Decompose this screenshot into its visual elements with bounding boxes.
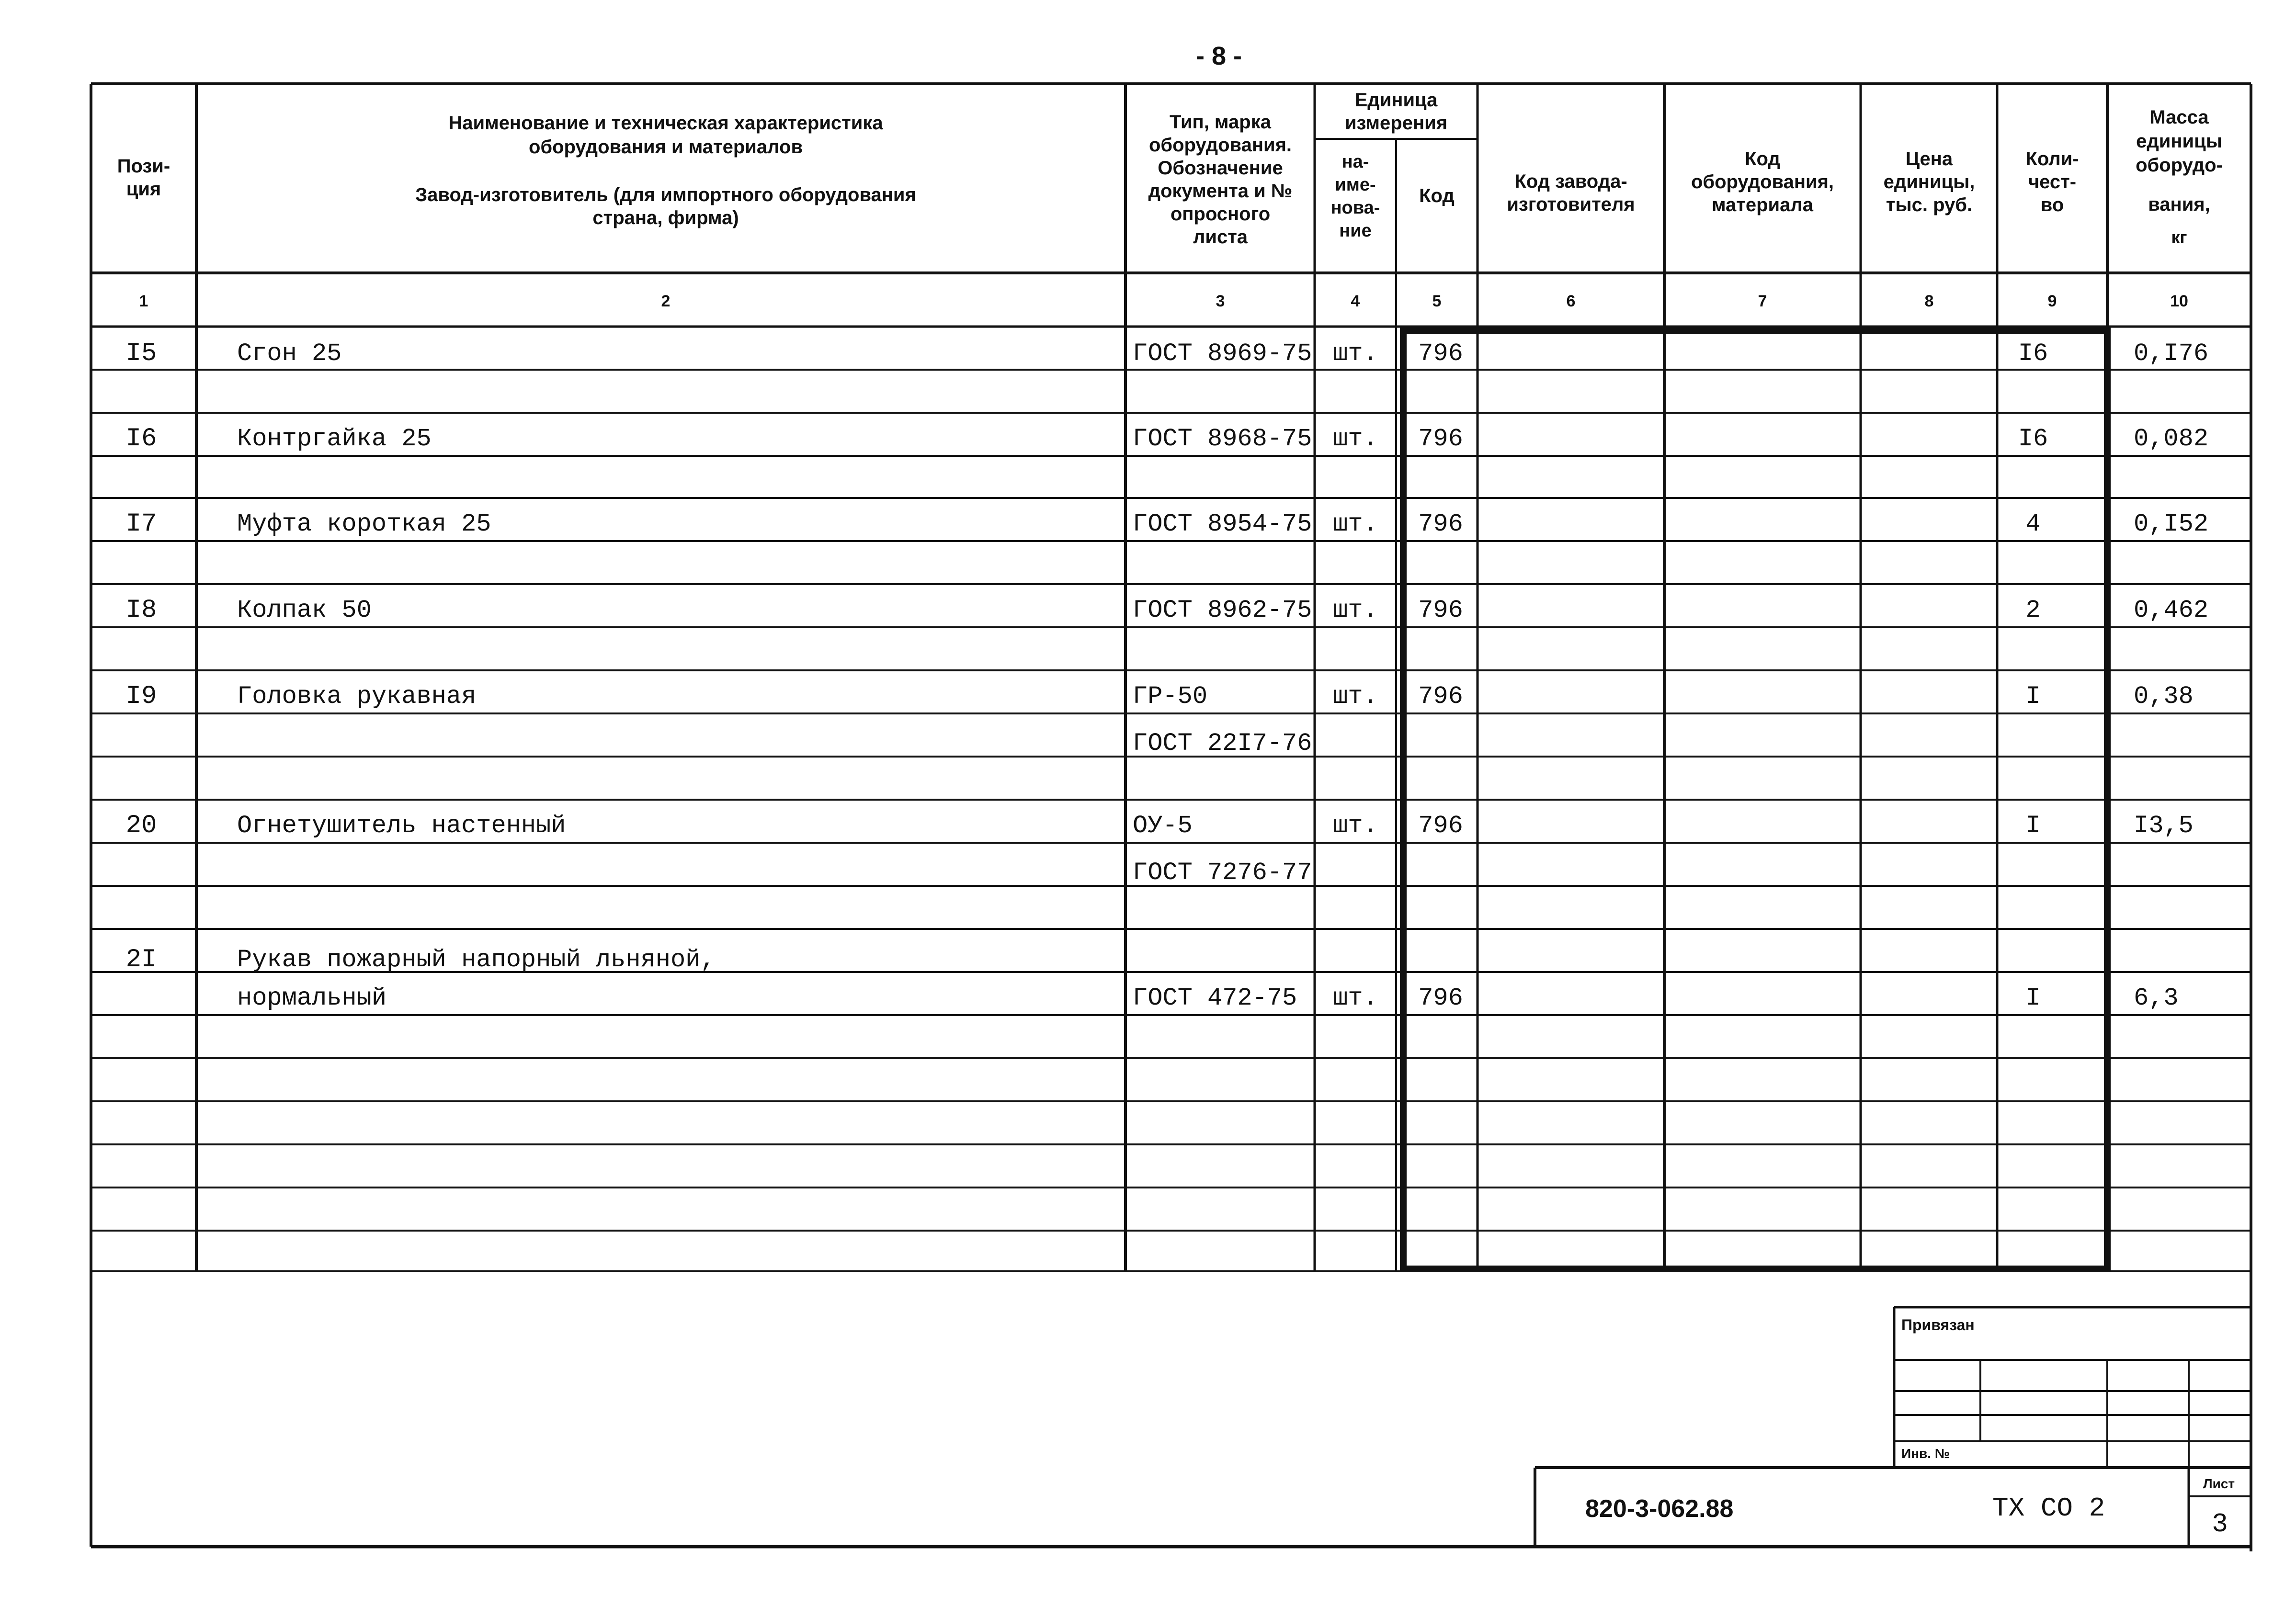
row-type: ГОСТ 8969-75 — [1133, 339, 1312, 368]
header-price-2: единицы, — [1883, 171, 1975, 192]
row-type: ГОСТ 8962-75 — [1133, 596, 1312, 624]
table-row — [126, 811, 2194, 887]
row-name: Головка рукавная — [237, 682, 477, 711]
column-number: 6 — [1566, 292, 1576, 310]
row-unit: шт. — [1333, 984, 1378, 1012]
row-mass: 0,I76 — [2134, 339, 2209, 368]
row-code: 796 — [1418, 596, 1463, 624]
row-name: Рукав пожарный напорный льняной, — [237, 946, 716, 974]
document-code: 820-3-062.88 — [1585, 1495, 1734, 1523]
row-name: Контргайка 25 — [237, 425, 432, 453]
row-unit: шт. — [1333, 682, 1378, 711]
table-row — [126, 945, 2179, 1012]
row-mass: 6,3 — [2134, 984, 2179, 1012]
header-position-1: Пози- — [117, 156, 170, 177]
header-position-2: ция — [126, 179, 161, 200]
row-position: I6 — [125, 424, 157, 453]
row-type: ГР-50 — [1133, 682, 1208, 711]
row-name: Огнетушитель настенный — [237, 812, 566, 840]
column-number: 1 — [139, 292, 148, 310]
header-unitname-3: нова- — [1330, 198, 1380, 218]
header-unit-2: измерения — [1344, 113, 1448, 134]
header-type-3: Обозначение — [1158, 158, 1283, 179]
header-code: Код — [1419, 185, 1455, 206]
column-number: 9 — [2047, 292, 2057, 310]
row-code: 796 — [1418, 510, 1463, 538]
header-name-4: страна, фирма) — [592, 207, 739, 228]
header-name-3: Завод-изготовитель (для импортного оборудования — [415, 184, 916, 205]
row-code: 796 — [1418, 682, 1463, 711]
row-qty: I — [2025, 812, 2041, 840]
header-type-4: документа и № — [1148, 181, 1293, 202]
row-qty: 2 — [2025, 596, 2041, 624]
header-qty-3: во — [2040, 194, 2064, 215]
row-position: I9 — [125, 682, 157, 711]
header-unitname-4: ние — [1339, 221, 1372, 241]
row-position: 2I — [125, 945, 157, 974]
header-factory-2: изготовителя — [1507, 194, 1635, 215]
header-factory-1: Код завода- — [1514, 171, 1627, 192]
row-mass: 0,I52 — [2134, 510, 2209, 538]
row-type-standard: ГОСТ 7276-77 — [1133, 859, 1312, 887]
header-type-6: листа — [1193, 226, 1248, 248]
row-mass: I3,5 — [2134, 812, 2194, 840]
header-type-5: опросного — [1170, 204, 1271, 225]
row-type-standard: ГОСТ 22I7-76 — [1133, 729, 1312, 758]
row-mass: 0,082 — [2134, 425, 2209, 453]
row-type: ГОСТ 8954-75 — [1133, 510, 1312, 538]
column-number: 2 — [661, 292, 671, 310]
row-mass: 0,38 — [2134, 682, 2194, 711]
header-qty-2: чест- — [2028, 171, 2077, 192]
header-unitname-1: на- — [1341, 152, 1369, 172]
row-type: ГОСТ 8968-75 — [1133, 425, 1312, 453]
header-name-1: Наименование и техническая характеристика — [448, 113, 883, 134]
table-header — [117, 90, 2223, 248]
row-unit: шт. — [1333, 510, 1378, 538]
row-type: ОУ-5 — [1133, 812, 1193, 840]
row-lines — [91, 370, 2251, 1231]
column-lines — [196, 84, 2107, 1271]
row-code: 796 — [1418, 812, 1463, 840]
row-qty: I6 — [2018, 425, 2048, 453]
header-type-1: Тип, марка — [1170, 112, 1271, 133]
document-mark: ТХ СО 2 — [1992, 1493, 2105, 1524]
row-name: Муфта короткая 25 — [237, 510, 491, 538]
row-code: 796 — [1418, 984, 1463, 1012]
sheet-label: Лист — [2203, 1476, 2235, 1491]
row-qty: I6 — [2018, 339, 2048, 368]
row-name-continued: нормальный — [237, 984, 387, 1012]
row-unit: шт. — [1333, 812, 1378, 840]
row-position: I8 — [125, 596, 157, 625]
header-qty-1: Коли- — [2025, 148, 2079, 170]
table-row — [126, 424, 2208, 453]
table-row — [126, 509, 2208, 539]
column-number: 3 — [1216, 292, 1225, 310]
sheet-number: 3 — [2212, 1509, 2228, 1539]
row-qty: 4 — [2025, 510, 2041, 538]
inventory-number-label: Инв. № — [1901, 1446, 1950, 1461]
header-mass-1: Масса — [2149, 107, 2209, 128]
header-equip-code-1: Код — [1745, 148, 1780, 170]
row-type: ГОСТ 472-75 — [1133, 984, 1297, 1012]
column-number: 5 — [1432, 292, 1442, 310]
row-unit: шт. — [1333, 339, 1378, 368]
table-row — [126, 596, 2208, 625]
column-number: 7 — [1758, 292, 1767, 310]
header-unitname-2: име- — [1335, 175, 1376, 195]
row-mass: 0,462 — [2134, 596, 2209, 624]
column-number: 4 — [1351, 292, 1360, 310]
row-name: Колпак 50 — [237, 596, 372, 624]
header-mass-2: единицы — [2136, 131, 2222, 152]
row-position: 20 — [125, 811, 157, 840]
header-name-2: оборудования и материалов — [528, 136, 803, 158]
header-price-1: Цена — [1905, 148, 1953, 170]
row-code: 796 — [1418, 425, 1463, 453]
column-number: 8 — [1924, 292, 1934, 310]
row-qty: I — [2025, 682, 2041, 711]
header-unit-1: Единица — [1354, 90, 1438, 111]
column-number: 10 — [2170, 292, 2188, 310]
table-row — [126, 682, 2194, 758]
header-mass-3: оборудо- — [2136, 155, 2223, 176]
header-type-2: оборудования. — [1148, 135, 1292, 156]
attached-label: Привязан — [1901, 1316, 1975, 1334]
page-number: - 8 - — [1195, 42, 1242, 70]
header-equip-code-3: материала — [1711, 194, 1814, 215]
header-mass-5: кг — [2171, 227, 2187, 247]
row-position: I7 — [125, 509, 157, 539]
header-mass-4: вания, — [2148, 194, 2210, 215]
row-name: Сгон 25 — [237, 339, 342, 368]
header-equip-code-2: оборудования, — [1691, 171, 1834, 192]
row-position: I5 — [125, 339, 157, 368]
row-code: 796 — [1418, 339, 1463, 368]
row-unit: шт. — [1333, 596, 1378, 624]
row-unit: шт. — [1333, 425, 1378, 453]
row-qty: I — [2025, 984, 2041, 1012]
table-row — [126, 339, 2208, 368]
header-price-3: тыс. руб. — [1886, 194, 1973, 215]
title-block — [1535, 1307, 2251, 1547]
column-numbers — [139, 292, 2188, 310]
